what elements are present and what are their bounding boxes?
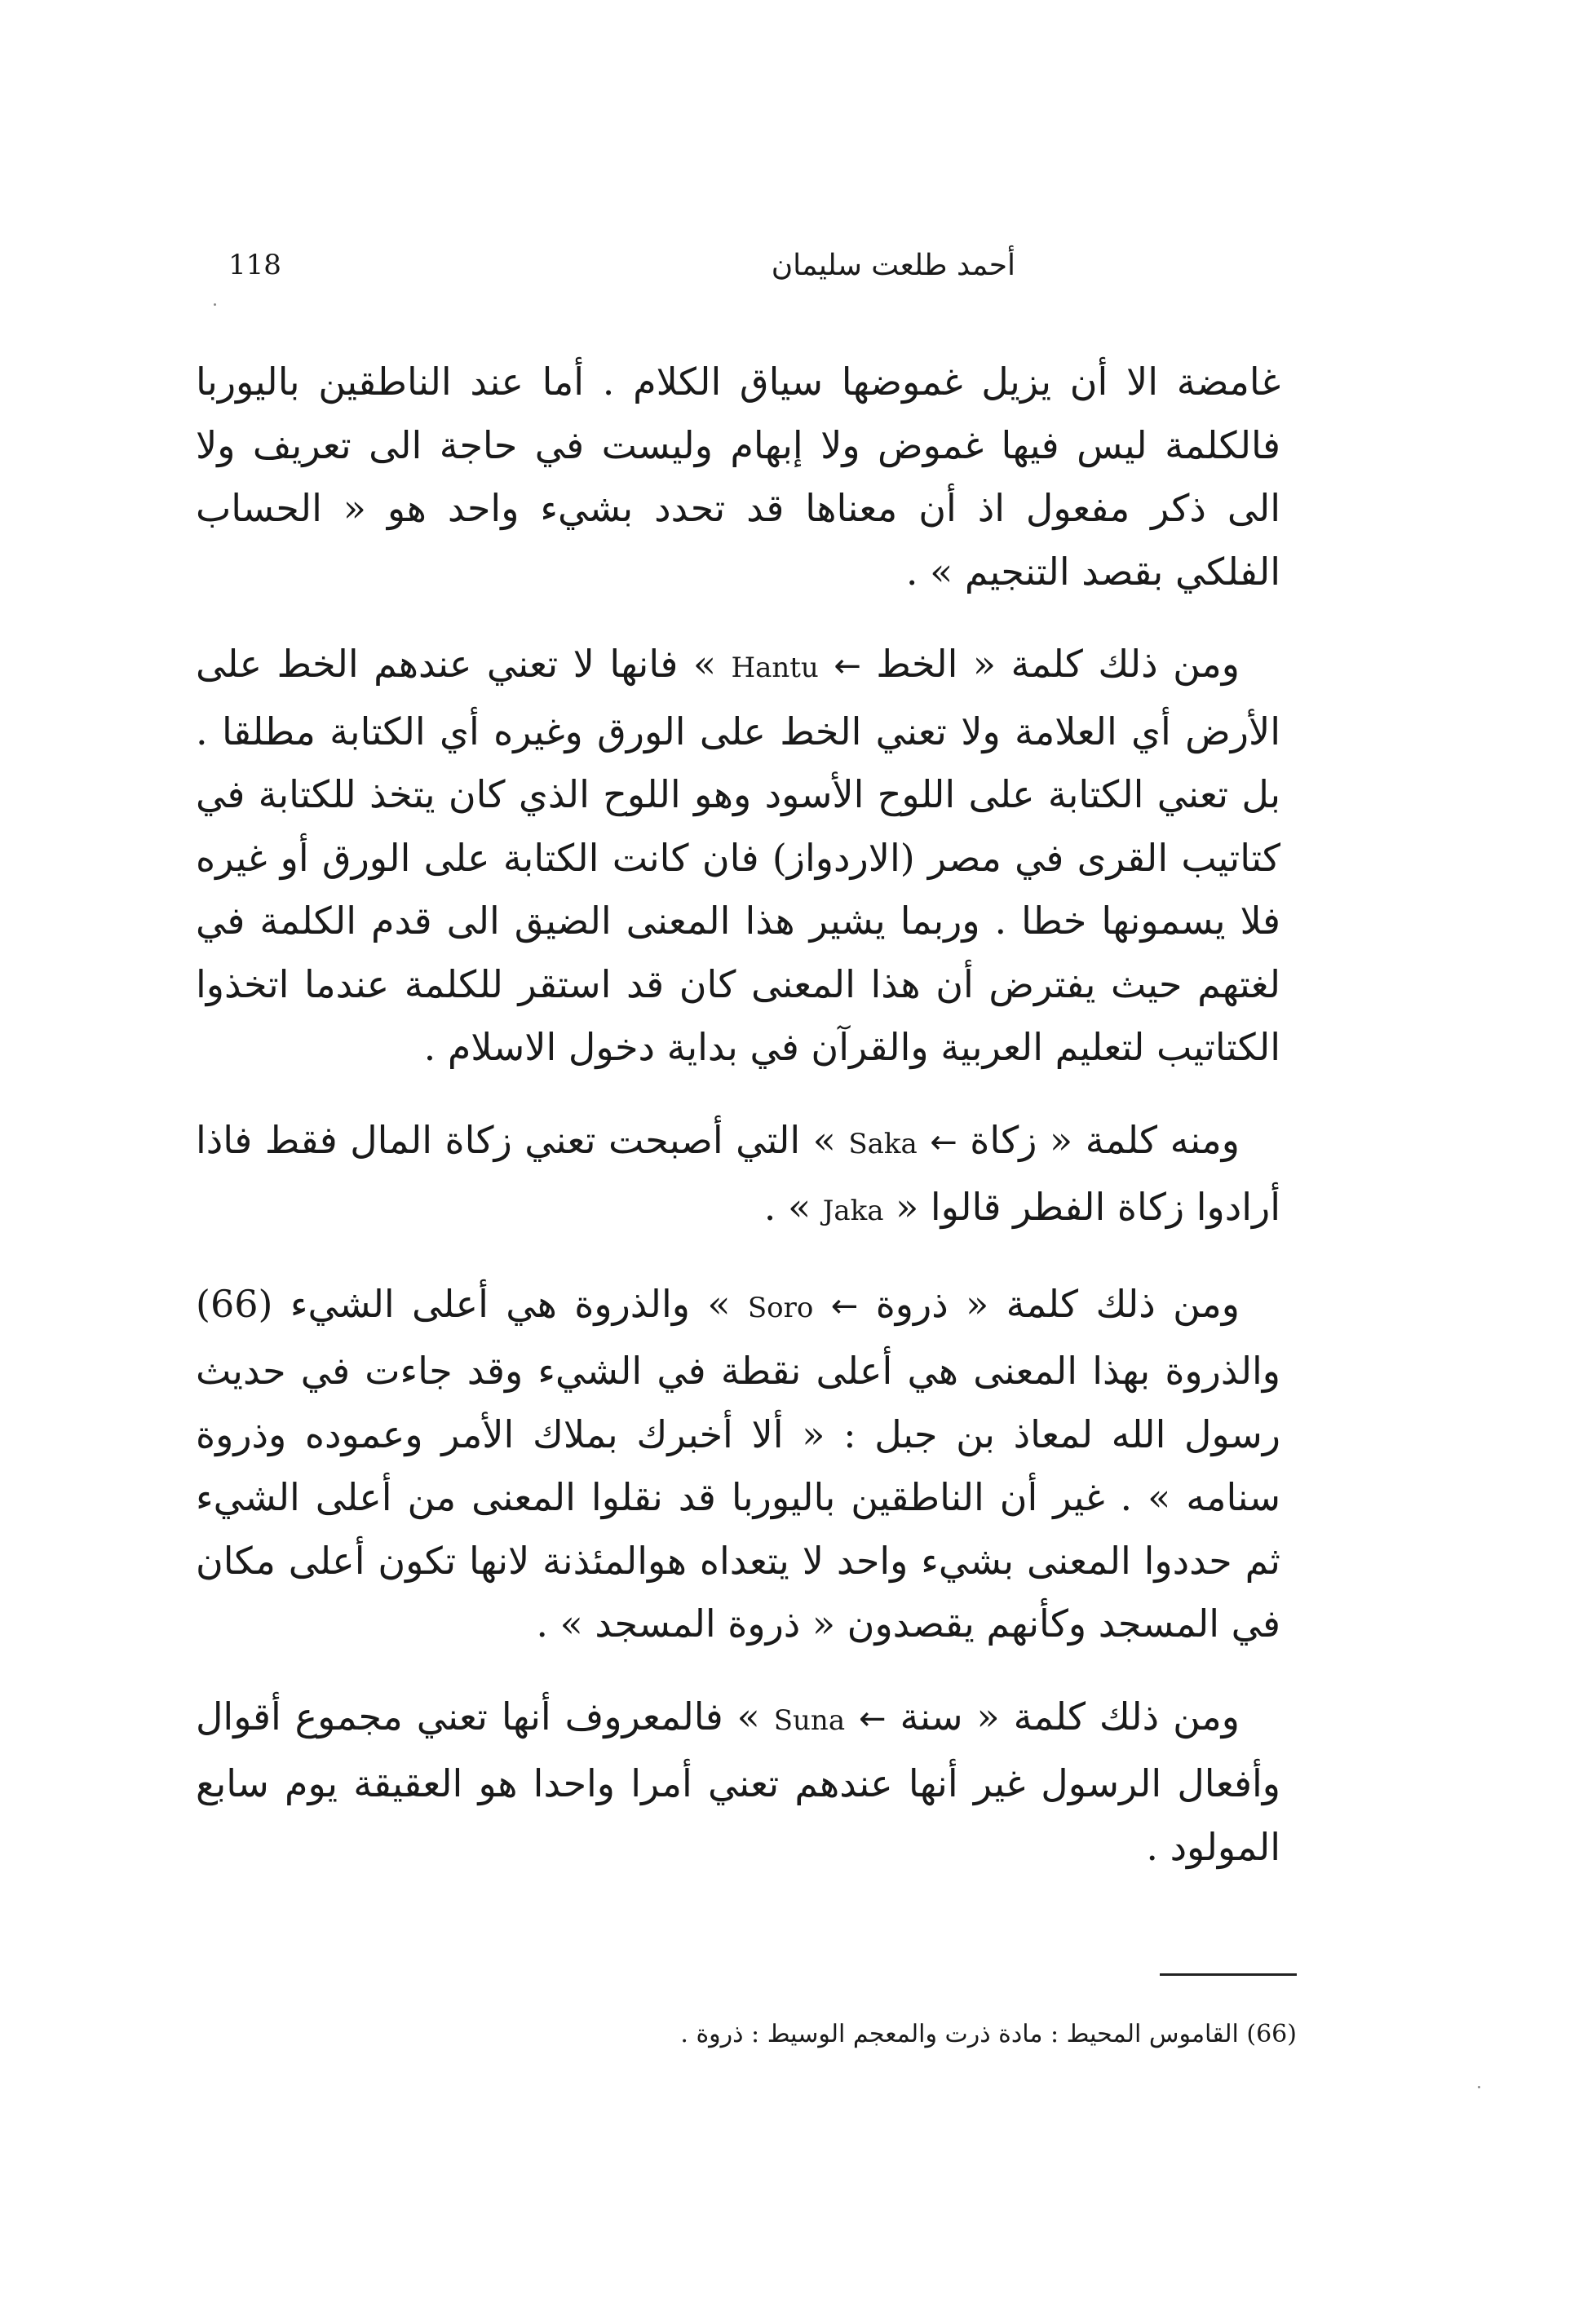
page-number: 118 bbox=[228, 249, 281, 281]
paragraph-text: ومن ذلك كلمة « ذروة bbox=[858, 1281, 1240, 1326]
running-title: أحمد طلعت سليمان bbox=[771, 249, 1015, 282]
paragraph-text: ومن ذلك كلمة « سنة bbox=[886, 1694, 1240, 1739]
paragraph bbox=[196, 351, 1280, 603]
latin-word: Hantu bbox=[731, 652, 819, 684]
paragraph bbox=[196, 1109, 1280, 1244]
page-header bbox=[163, 249, 1297, 298]
footnote-divider bbox=[1160, 1973, 1297, 1976]
latin-word: Suna bbox=[773, 1703, 846, 1737]
arrow-glyph: ← bbox=[830, 1287, 859, 1325]
paragraph-text: ومن ذلك كلمة « الخط bbox=[860, 642, 1240, 686]
footnote: (66) القاموس المحيط : مادة ذرت والمعجم الوسيط : ذروة . bbox=[680, 2020, 1297, 2048]
scan-speck bbox=[1478, 2086, 1480, 2088]
arrow-glyph: ← bbox=[930, 1123, 957, 1161]
arrow-glyph: ← bbox=[859, 1699, 887, 1738]
paragraph-text: » فالمعروف أنها تعني مجموع أقوال وأفعال الرسول غير أنها عندهم تعني أمرا واحدا هو العقيقة يوم سابع المولود . bbox=[196, 1694, 1280, 1869]
paragraph-text: » التي أصبحت تعني زكاة المال فقط فاذا أرادوا زكاة الفطر قالوا « bbox=[196, 1117, 1280, 1229]
paragraph-text: » فانها لا تعني عندهم الخط على الأرض أي العلامة ولا تعني الخط على الورق وغيره أي الكتابة مطلقا . بل تعني الكتابة على اللوح الأسود وهو اللوح الذي كان يتخذ للكتابة في كتاتيب القرى في مصر (الاردواز) فان كانت الكتابة على الورق أو غيره فلا يسمونها خطا . وربما يشير هذا المعنى الضيق الى قدم الكلمة في لغتهم حيث يفترض أن هذا المعنى كان قد استقر للكلمة عندما اتخذوا الكتاتيب لتعليم العربية والقرآن في بداية دخول الاسلام . bbox=[196, 642, 1280, 1069]
paragraph-text: » والذروة هي أعلى الشيء (66) والذروة بهذا المعنى هي أعلى نقطة في الشيء وقد جاءت في حديث رسول الله لمعاذ بن جبل : « ألا أخبرك بملاك الأمر وعموده وذروة سنامه » . غير أن الناطقين باليوربا قد نقلوا المعنى من أعلى الشيء ثم حددوا المعنى بشيء واحد لا يتعداه هوالمئذنة لانها تكون أعلى مكان في المسجد وكأنهم يقصدون « ذروة المسجد » . bbox=[196, 1281, 1280, 1646]
paragraph bbox=[196, 633, 1280, 1080]
latin-word: Soro bbox=[747, 1291, 814, 1324]
scan-speck bbox=[214, 303, 216, 306]
paragraph bbox=[196, 1686, 1280, 1880]
paragraph-text: ومنه كلمة « زكاة bbox=[957, 1117, 1240, 1162]
paragraph-text: » . bbox=[763, 1185, 823, 1229]
arrow-glyph: ← bbox=[834, 647, 861, 685]
paragraph-text: غامضة الا أن يزيل غموضها سياق الكلام . أما عند الناطقين باليوربا فالكلمة ليس فيها غموض ولا إبهام وليست في حاجة الى تعريف ولا الى ذكر مفعول اذ أن معناها قد تحدد بشيء واحد هو « الحساب الفلكي بقصد التنجيم » . bbox=[196, 360, 1280, 594]
latin-word: Jaka bbox=[822, 1195, 884, 1227]
paragraph bbox=[196, 1273, 1280, 1656]
latin-word: Saka bbox=[848, 1127, 918, 1160]
body-text bbox=[196, 351, 1280, 1908]
